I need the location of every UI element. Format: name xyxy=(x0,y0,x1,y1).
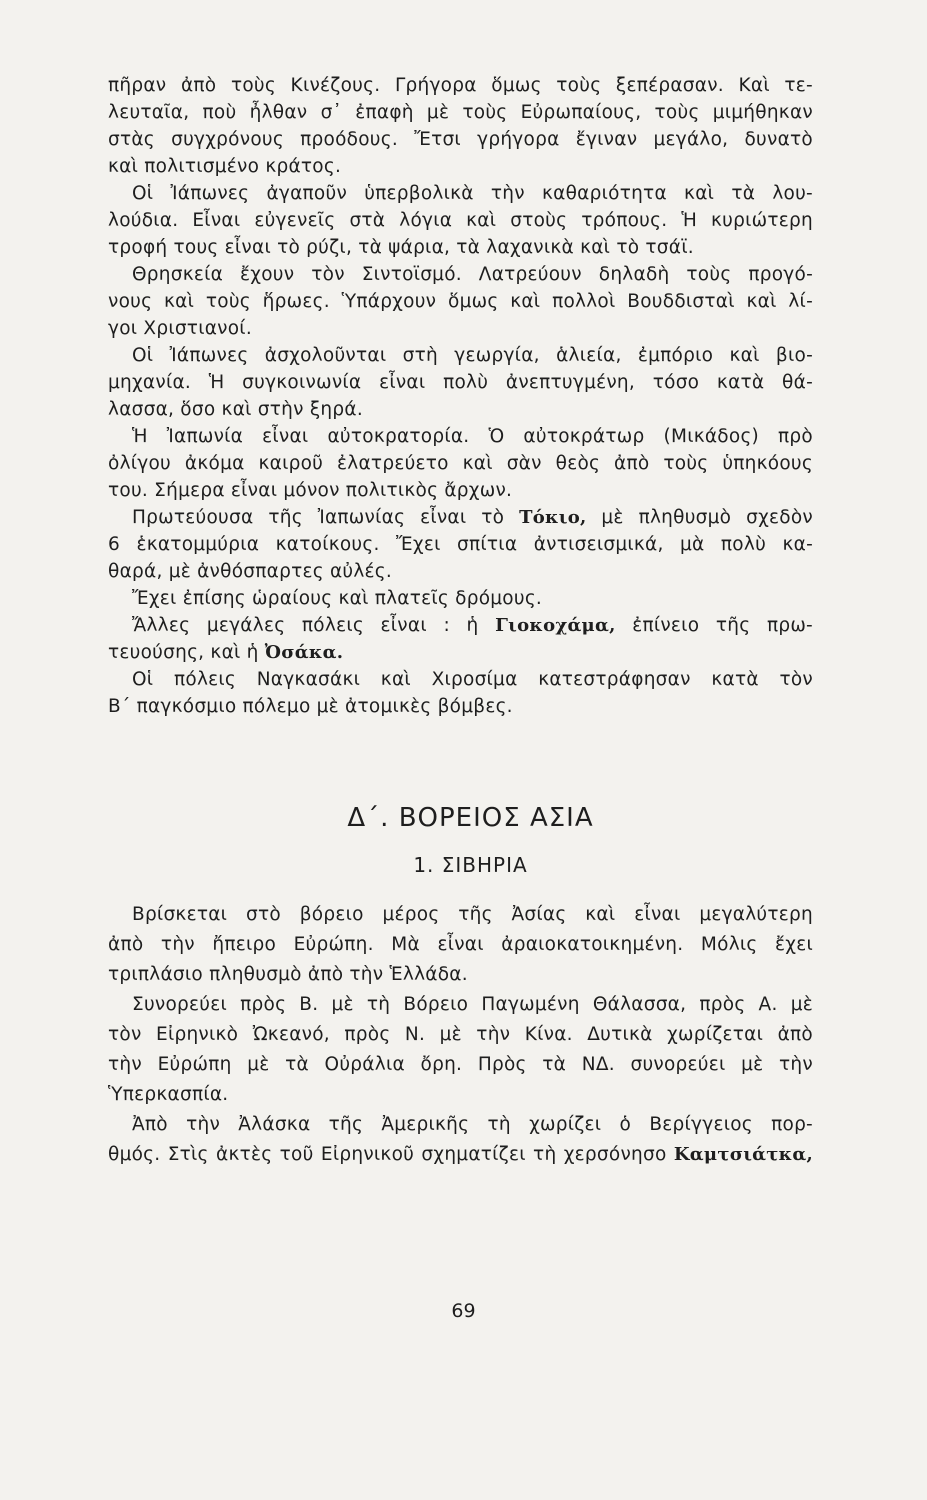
text-line: λευταῖα, ποὺ ἦλθαν σ᾽ ἐπαφὴ μὲ τοὺς Εὐρωπαίους, τοὺς μιμήθηκαν xyxy=(108,102,813,123)
text-line: Οἱ Ἰάπωνες ἀσχολοῦνται στὴ γεωργία, ἁλιεία, ἐμπόριο καὶ βιο- xyxy=(132,345,813,366)
page-content xyxy=(108,72,813,1170)
text-line: νους καὶ τοὺς ἥρωες. Ὑπάρχουν ὅμως καὶ πολλοὶ Βουδδισταὶ καὶ λί- xyxy=(108,291,813,312)
text-line: καὶ πολιτισμένο κράτος. xyxy=(108,156,342,177)
place-name-kamchatka: Καμτσιάτκα, xyxy=(673,1144,813,1165)
text-line: ἀπὸ τὴν ἤπειρο Εὐρώπη. Μὰ εἶναι ἀραιοκατοικημένη. Μόλις ἔχει xyxy=(108,934,813,955)
text-line: τροφή τους εἶναι τὸ ρύζι, τὰ ψάρια, τὰ λαχανικὰ καὶ τὸ τσάϊ. xyxy=(108,237,694,258)
text-line: ὀλίγου ἀκόμα καιροῦ ἐλατρεύετο καὶ σὰν θεὸς ἀπὸ τοὺς ὑπηκόους xyxy=(108,453,813,474)
text-line: Πρωτεύουσα τῆς Ἰαπωνίας εἶναι τὸ Τόκιο, μὲ πληθυσμὸ σχεδὸν xyxy=(132,507,813,528)
text-line: λούδια. Εἶναι εὐγενεῖς στὰ λόγια καὶ στοὺς τρόπους. Ἡ κυριώτερη xyxy=(108,210,813,231)
text-line: Βρίσκεται στὸ βόρειο μέρος τῆς Ἀσίας καὶ εἶναι μεγαλύτερη xyxy=(132,904,813,925)
text-line: τριπλάσιο πληθυσμὸ ἀπὸ τὴν Ἑλλάδα. xyxy=(108,964,468,985)
text-line: Β΄ παγκόσμιο πόλεμο μὲ ἀτομικὲς βόμβες. xyxy=(108,696,513,717)
text-line: του. Σήμερα εἶναι μόνον πολιτικὸς ἄρχων. xyxy=(108,480,513,501)
city-name-yokohama: Γιοκοχάμα, xyxy=(495,615,616,636)
text-line: Θρησκεία ἔχουν τὸν Σιντοϊσμό. Λατρεύουν δηλαδὴ τοὺς προγό- xyxy=(132,264,813,285)
text-line: Συνορεύει πρὸς Β. μὲ τὴ Βόρειο Παγωμένη Θάλασσα, πρὸς Α. μὲ xyxy=(132,994,813,1015)
text-line: γοι Χριστιανοί. xyxy=(108,318,252,339)
text-line: μηχανία. Ἡ συγκοινωνία εἶναι πολὺ ἀνεπτυγμένη, τόσο κατὰ θά- xyxy=(108,372,813,393)
text-line: Οἱ Ἰάπωνες ἀγαποῦν ὑπερβολικὰ τὴν καθαριότητα καὶ τὰ λου- xyxy=(132,183,813,204)
siberia-text-section xyxy=(108,900,813,1170)
city-name-osaka: Ὀσάκα. xyxy=(264,642,344,663)
city-name-tokyo: Τόκιο, xyxy=(519,507,587,528)
section-subheading: 1. ΣΙΒΗΡΙΑ xyxy=(413,853,528,877)
japan-text-section xyxy=(108,72,813,720)
text-line: Οἱ πόλεις Ναγκασάκι καὶ Χιροσίμα κατεστράφησαν κατὰ τὸν xyxy=(132,669,813,690)
text-line: τὸν Εἰρηνικὸ Ὠκεανό, πρὸς Ν. μὲ τὴν Κίνα. Δυτικὰ χωρίζεται ἀπὸ xyxy=(108,1024,813,1045)
text-line: λασσα, ὅσο καὶ στὴν ξηρά. xyxy=(108,399,363,420)
text-line: Ἡ Ἰαπωνία εἶναι αὐτοκρατορία. Ὁ αὐτοκράτωρ (Μικάδος) πρὸ xyxy=(132,426,813,447)
text-line: Ἀπὸ τὴν Ἀλάσκα τῆς Ἀμερικῆς τὴ χωρίζει ὁ Βερίγγειος πορ- xyxy=(132,1114,813,1135)
text-line: στὰς συγχρόνους προόδους. Ἔτσι γρήγορα ἔγιναν μεγάλο, δυνατὸ xyxy=(108,129,813,150)
page-number: 69 xyxy=(451,1300,476,1322)
text-line: Ἔχει ἐπίσης ὡραίους καὶ πλατεῖς δρόμους. xyxy=(132,588,543,609)
chapter-heading: Δ΄. ΒΟΡΕΙΟΣ ΑΣΙΑ xyxy=(347,803,594,833)
text-line: 6 ἑκατομμύρια κατοίκους. Ἔχει σπίτια ἀντισεισμικά, μὰ πολὺ κα- xyxy=(108,534,813,555)
text-line: τευούσης, καὶ ἡ Ὀσάκα. xyxy=(108,642,344,663)
text-line: θαρά, μὲ ἀνθόσπαρτες αὐλές. xyxy=(108,561,393,582)
text-line: θμός. Στὶς ἀκτὲς τοῦ Εἰρηνικοῦ σχηματίζει τὴ χερσόνησο Καμτσιάτκα, xyxy=(108,1144,813,1165)
text-line: Ὑπερκασπία. xyxy=(108,1084,229,1105)
text-line: τὴν Εὐρώπη μὲ τὰ Οὐράλια ὄρη. Πρὸς τὰ ΝΔ. συνορεύει μὲ τὴν xyxy=(108,1054,813,1075)
text-line: πῆραν ἀπὸ τοὺς Κινέζους. Γρήγορα ὅμως τοὺς ξεπέρασαν. Καὶ τε- xyxy=(108,75,813,96)
text-line: Ἄλλες μεγάλες πόλεις εἶναι : ἡ Γιοκοχάμα, ἐπίνειο τῆς πρω- xyxy=(132,615,813,636)
